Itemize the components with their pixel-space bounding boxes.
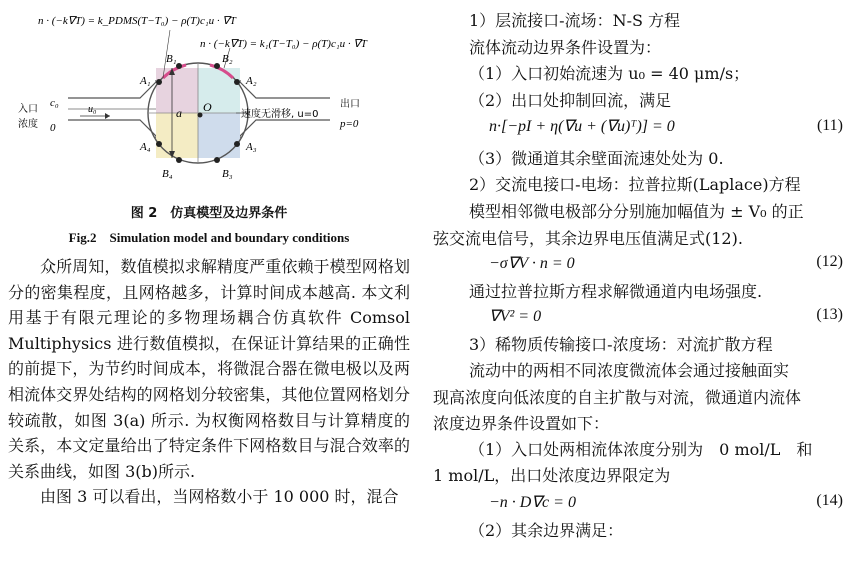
list-item-inlet-velocity: （1）入口初始流速为 u₀ = 40 μm/s； [469, 64, 750, 83]
wall-label: 速度无滑移, u=0 [241, 109, 319, 120]
equation-14: −n · D∇c = 0 [489, 494, 576, 511]
text-line: 流体流动边界条件设置为： [469, 38, 662, 57]
label-B3: B₃ [222, 168, 233, 180]
figure-caption-cn: 图 2 仿真模型及边界条件 [130, 206, 288, 221]
equation-13-number: (13) [816, 306, 843, 323]
p-eq-label: p=0 [340, 118, 359, 130]
label-B2: B₂ [222, 53, 233, 65]
model-diagram [0, 0, 418, 200]
eq-top: n · (−k∇T) = k_PDMS(T−T₀) − ρ(T)c₁u · ∇T [38, 15, 236, 27]
o-label: O [203, 100, 212, 114]
label-B1: B₁ [166, 53, 177, 65]
label-A2: A₂ [246, 75, 257, 87]
section-1-heading: 1）层流接口-流场：N-S 方程 [469, 11, 681, 30]
equation-11: n·[−pI + η(∇u + (∇u)ᵀ)] = 0 [489, 118, 675, 135]
u0-label: u₀ [88, 104, 97, 115]
list-item-outlet: （2）出口处抑制回流，满足 [469, 91, 672, 110]
equation-14-number: (14) [816, 492, 843, 509]
list-item-other-boundaries: （2）其余边界满足： [469, 521, 624, 540]
equation-13: ∇V² = 0 [489, 308, 542, 325]
zero-label: 0 [50, 122, 56, 134]
text-line: 弦交流电信号，其余边界电压值满足式(12). [433, 229, 743, 248]
text-line: 流动中的两相不同浓度微流体会通过接触面实 [469, 361, 790, 380]
c0-label: c₀ [50, 97, 59, 109]
label-A1: A₁ [140, 75, 151, 87]
text-line: 通过拉普拉斯方程求解微通道内电场强度. [469, 282, 763, 301]
label-A4: A₄ [140, 141, 151, 153]
section-2-heading: 2）交流电接口-电场：拉普拉斯(Laplace)方程 [469, 175, 801, 194]
equation-11-number: (11) [816, 117, 843, 134]
left-paragraph-2: 由图 3 可以看出，当网格数小于 10 000 时，混合 [40, 487, 399, 507]
inlet-label-2: 浓度 [18, 119, 38, 130]
text-line: 1 mol/L，出口处浓度边界限定为 [433, 466, 671, 485]
inlet-label-1: 入口 [18, 104, 38, 115]
section-3-heading: 3）稀物质传输接口-浓度场：对流扩散方程 [469, 335, 773, 354]
label-A3: A₃ [246, 141, 257, 153]
text-line: 浓度边界条件设置如下： [433, 414, 610, 433]
a-label: a [176, 106, 182, 120]
list-item-inlet-concentration: （1）入口处两相流体浓度分别为 0 mol/L 和 [469, 440, 813, 459]
label-B4: B₄ [162, 168, 173, 180]
eq-mid: n · (−k∇T) = k₁(T−T₀) − ρ(T)c₁u · ∇T [200, 38, 367, 50]
equation-12: −σ∇V · n = 0 [489, 255, 575, 272]
left-column [0, 0, 418, 510]
simulation-model-figure [0, 0, 418, 200]
left-paragraph-1: 众所周知，数值模拟求解精度严重依赖于模型网格划分的密集程度，且网格越多，计算时间成本越高. 本文利用基于有限元理论的多物理场耦合仿真软件 Comsol Multiphysics 进行数值模拟，在保证计算结果的正确性的前提下，为节约时间成本，将微混合器在微电极以及两相流体交界处结构的网格划分较密集，其他位置网格划分较疏散，如图 3(a) 所示. 为权衡网格数目与计算精度的关系，本文定量给出了特定条件下网格数目与混合效率的关系曲线，如图 3(b)所示. [8, 257, 410, 481]
text-line: 现高浓度向低浓度的自主扩散与对流，微通道内流体 [433, 388, 802, 407]
list-item-walls: （3）微通道其余壁面流速处处为 0. [469, 149, 724, 168]
quadrant-4 [198, 113, 240, 158]
figure-caption-en: Fig.2 Simulation model and boundary conditions [68, 230, 350, 245]
equation-12-number: (12) [816, 253, 843, 270]
outlet-label: 出口 [340, 99, 360, 110]
text-line: 模型相邻微电极部分分别施加幅值为 ± V₀ 的正 [469, 202, 804, 221]
